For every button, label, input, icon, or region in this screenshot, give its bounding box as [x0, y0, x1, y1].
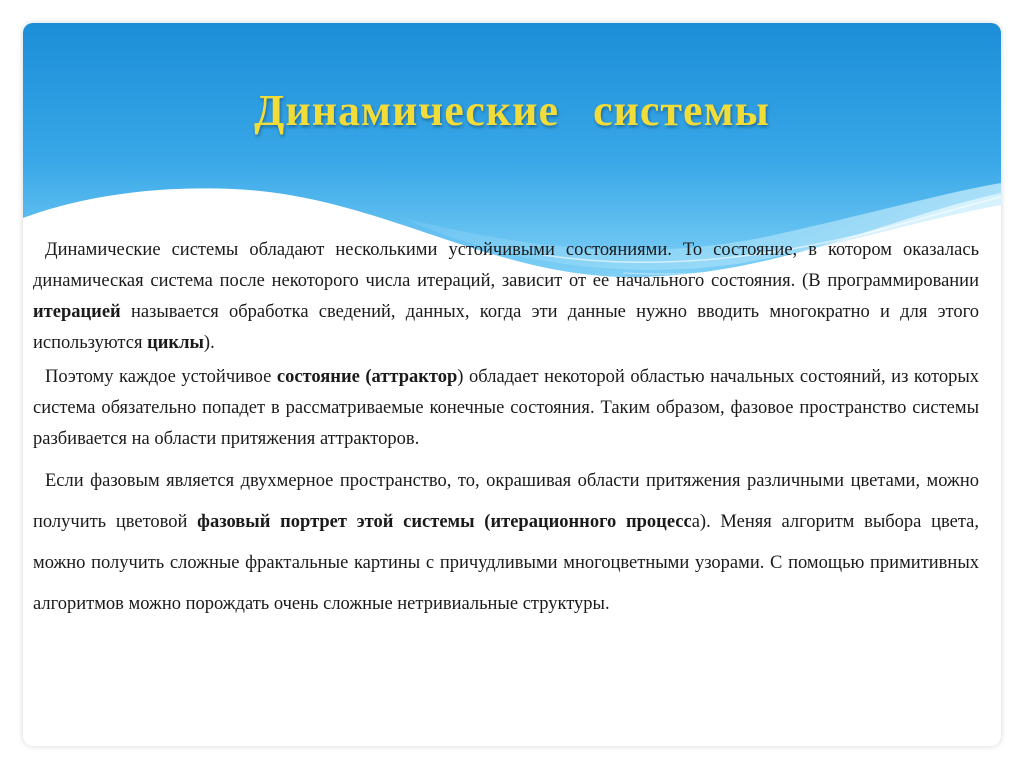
text-segment: ) обладает некоторой областью начальных состояний, из которых система обязательно попадет в рассматриваемые конечные состояния. Таким образом, фазовое пространство системы разбивается на области притяжения аттракторов.: [33, 367, 979, 449]
paragraph-3: [33, 461, 979, 625]
slide-title: Динамические системы: [254, 86, 770, 135]
text-segment: Поэтому каждое устойчивое: [45, 367, 277, 387]
bold-term-cycles: циклы: [147, 333, 204, 353]
slide-body: [33, 235, 979, 625]
text-segment: называется обработка сведений, данных, когда эти данные нужно вводить многократно и для этого используются: [33, 302, 979, 353]
bold-term-iteration: итерацией: [33, 302, 121, 322]
bold-term-phase-portrait: фазовый портрет этой системы (итерационного процесс: [197, 512, 692, 532]
paragraph-1: [33, 235, 979, 359]
text-segment: а). Меняя алгоритм выбора цвета, можно получить сложные фрактальные картины с причудливыми многоцветными узорами. С помощью примитивных алгоритмов можно порождать очень сложные нетривиальные структуры.: [33, 512, 979, 614]
slide: [23, 23, 1001, 746]
paragraph-2: [33, 362, 979, 455]
text-segment: ).: [203, 333, 215, 353]
text-segment: Если фазовым является двухмерное пространство, то, окрашивая области притяжения различными цветами, можно получить цветовой: [33, 471, 979, 532]
bold-term-attractor: состояние (аттрактор: [276, 367, 458, 387]
text-segment: Динамические системы обладают несколькими устойчивыми состояниями. То состояние, в котором оказалась динамическая система после некоторого числа итераций, зависит от ее начального состояния. (В программировании: [33, 240, 979, 291]
